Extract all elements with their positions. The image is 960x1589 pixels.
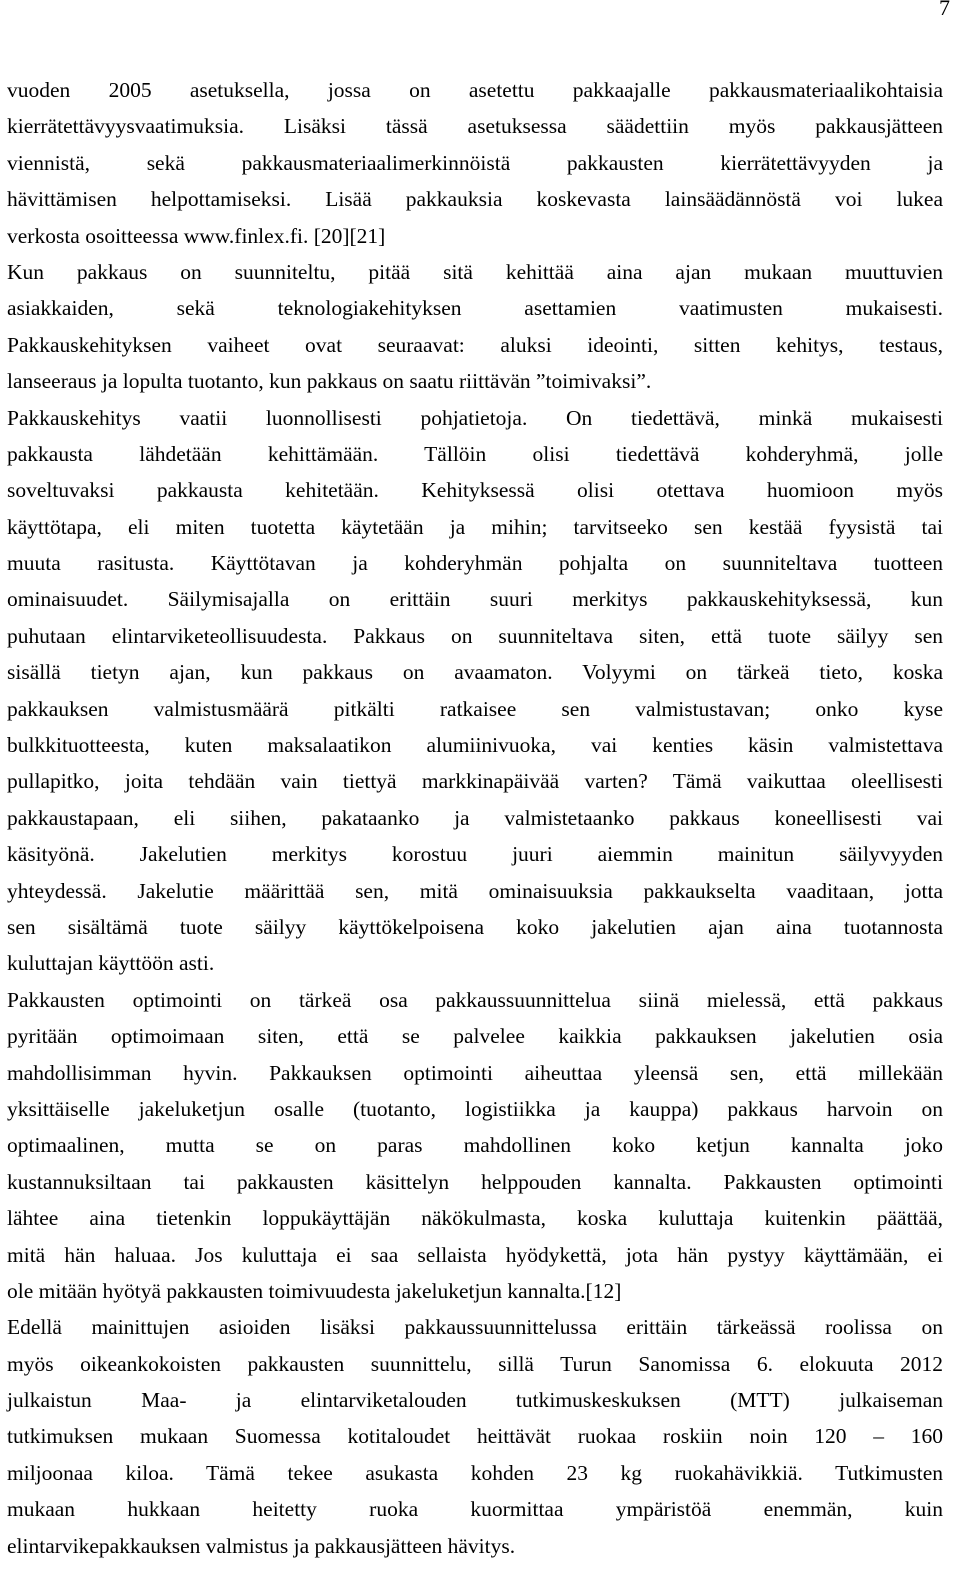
text-line: kuluttajan käyttöön asti. bbox=[7, 951, 215, 976]
text-line: pakkausta lähdetään kehittämään. Tällöin olisi tiedettävä kohderyhmä, jolle bbox=[7, 441, 943, 466]
text-line: käsityönä. Jakelutien merkitys korostuu juuri aiemmin mainitun säilyvyyden bbox=[7, 842, 943, 867]
text-line: pakkaustapaan, eli siihen, pakataanko ja valmistetaanko pakkaus koneellisesti vai bbox=[7, 805, 943, 830]
text-line: myös oikeankokoisten pakkausten suunnittelu, sillä Turun Sanomissa 6. elokuuta 2012 bbox=[7, 1351, 943, 1376]
text-line: pakkauksen valmistusmäärä pitkälti ratkaisee sen valmistustavan; onko kyse bbox=[7, 696, 943, 721]
text-line: verkosta osoitteessa www.finlex.fi. [20][21] bbox=[7, 223, 386, 248]
text-line: julkaistun Maa- ja elintarviketalouden tutkimuskeskuksen (MTT) julkaiseman bbox=[7, 1388, 943, 1413]
text-line: optimaalinen, mutta se on paras mahdollinen koko ketjun kannalta joko bbox=[7, 1133, 943, 1158]
document-body bbox=[7, 72, 943, 1564]
text-line: tutkimuksen mukaan Suomessa kotitaloudet heittävät ruokaa roskiin noin 120 – 160 bbox=[7, 1424, 943, 1449]
text-line: yhteydessä. Jakelutie määrittää sen, mitä ominaisuuksia pakkaukselta vaaditaan, jotta bbox=[7, 878, 943, 903]
text-line: muuta rasitusta. Käyttötavan ja kohderyhmän pohjalta on suunniteltava tuotteen bbox=[7, 551, 943, 576]
text-line: mitä hän haluaa. Jos kuluttaja ei saa sellaista hyödykettä, jota hän pystyy käyttämään, ei bbox=[7, 1242, 943, 1267]
text-line: Edellä mainittujen asioiden lisäksi pakkaussuunnittelussa erittäin tärkeässä roolissa on bbox=[7, 1315, 943, 1340]
text-line: yksittäiselle jakeluketjun osalle (tuotanto, logistiikka ja kauppa) pakkaus harvoin on bbox=[7, 1096, 943, 1121]
text-line: mukaan hukkaan heitetty ruoka kuormittaa ympäristöä enemmän, kuin bbox=[7, 1497, 943, 1522]
text-line: pyritään optimoimaan siten, että se palvelee kaikkia pakkauksen jakelutien osia bbox=[7, 1024, 943, 1049]
text-line: käyttötapa, eli miten tuotetta käytetään ja mihin; tarvitseeko sen kestää fyysistä tai bbox=[7, 514, 943, 539]
text-line: ominaisuudet. Säilymisajalla on erittäin suuri merkitys pakkauskehityksessä, kun bbox=[7, 587, 943, 612]
text-line: kierrätettävyysvaatimuksia. Lisäksi tässä asetuksessa säädettiin myös pakkausjätteen bbox=[7, 114, 943, 139]
text-line: elintarvikepakkauksen valmistus ja pakkausjätteen hävitys. bbox=[7, 1533, 516, 1558]
text-line: pullapitko, joita tehdään vain tiettyä markkinapäivää varten? Tämä vaikuttaa oleellisesti bbox=[7, 769, 943, 794]
text-line: miljoonaa kiloa. Tämä tekee asukasta kohden 23 kg ruokahävikkiä. Tutkimusten bbox=[7, 1460, 943, 1485]
text-line: ole mitään hyötyä pakkausten toimivuudesta jakeluketjun kannalta.[12] bbox=[7, 1278, 622, 1303]
text-line: soveltuvaksi pakkausta kehitetään. Kehityksessä olisi otettava huomioon myös bbox=[7, 478, 943, 503]
text-line: Kun pakkaus on suunniteltu, pitää sitä kehittää aina ajan mukaan muuttuvien bbox=[7, 259, 943, 284]
text-line: mahdollisimman hyvin. Pakkauksen optimointi aiheuttaa yleensä sen, että millekään bbox=[7, 1060, 943, 1085]
text-line: puhutaan elintarviketeollisuudesta. Pakkaus on suunniteltava siten, että tuote säilyy sen bbox=[7, 623, 943, 648]
text-line: hävittämisen helpottamiseksi. Lisää pakkauksia koskevasta lainsäädännöstä voi lukea bbox=[7, 187, 943, 212]
text-line: lanseeraus ja lopulta tuotanto, kun pakkaus on saatu riittävän ”toimivaksi”. bbox=[7, 369, 652, 394]
page-number: 7 bbox=[939, 0, 950, 20]
text-line: Pakkauskehityksen vaiheet ovat seuraavat: aluksi ideointi, sitten kehitys, testaus, bbox=[7, 332, 943, 357]
text-line: Pakkauskehitys vaatii luonnollisesti pohjatietoja. On tiedettävä, minkä mukaisesti bbox=[7, 405, 943, 430]
text-line: Pakkausten optimointi on tärkeä osa pakkaussuunnittelua siinä mielessä, että pakkaus bbox=[7, 987, 943, 1012]
text-line: vuoden 2005 asetuksella, jossa on asetettu pakkaajalle pakkausmateriaalikohtaisia bbox=[7, 78, 943, 102]
text-line: sen sisältämä tuote säilyy käyttökelpoisena koko jakelutien ajan aina tuotannosta bbox=[7, 914, 943, 939]
text-line: viennistä, sekä pakkausmateriaalimerkinnöistä pakkausten kierrätettävyyden ja bbox=[7, 150, 943, 175]
text-line: bulkkituotteesta, kuten maksalaatikon alumiinivuoka, vai kenties käsin valmistettava bbox=[7, 733, 943, 758]
text-line: sisällä tietyn ajan, kun pakkaus on avaamaton. Volyymi on tärkeä tieto, koska bbox=[7, 660, 943, 685]
text-line: kustannuksiltaan tai pakkausten käsittelyn helppouden kannalta. Pakkausten optimointi bbox=[7, 1169, 943, 1194]
text-line: lähtee aina tietenkin loppukäyttäjän näkökulmasta, koska kuluttaja kuitenkin päättää, bbox=[7, 1206, 943, 1231]
text-line: asiakkaiden, sekä teknologiakehityksen asettamien vaatimusten mukaisesti. bbox=[7, 296, 943, 321]
